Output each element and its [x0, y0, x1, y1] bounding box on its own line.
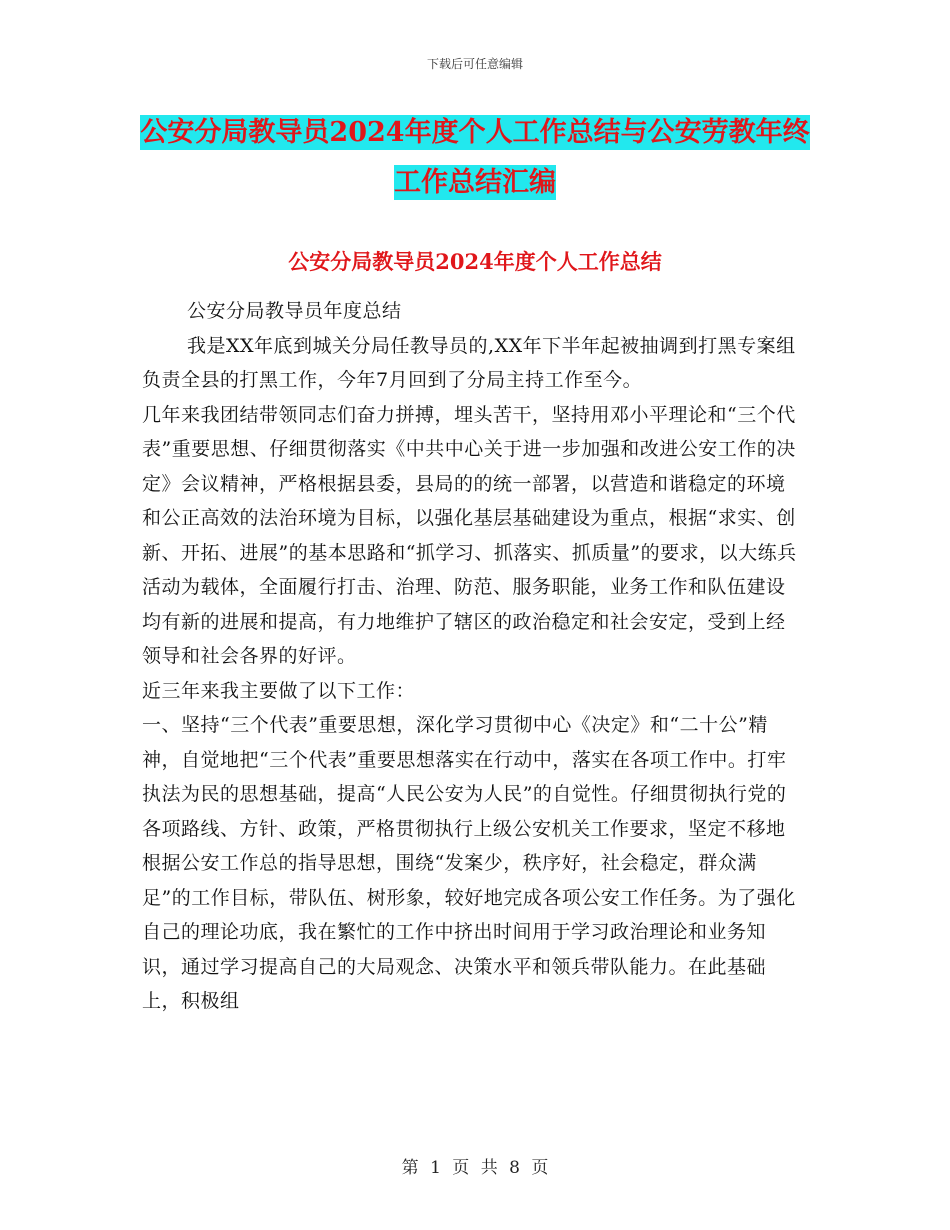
document-title — [140, 108, 810, 208]
paragraph: 几年来我团结带领同志们奋力拼搏，埋头苦干，坚持用邓小平理论和“三个代表”重要思想、仔细贯彻落实《中共中心关于进一步加强和改进公安工作的决定》会议精神，严格根据县委，县局的的统一部署，以营造和谐稳定的环境和公正高效的法治环境为目标，以强化基层基础建设为重点，根据“求实、创新、开拓、进展”的基本思路和“抓学习、抓落实、抓质量”的要求，以大练兵活动为载体，全面履行打击、治理、防范、服务职能，业务工作和队伍建设均有新的进展和提高，有力地维护了辖区的政治稳定和社会安定，受到上经领导和社会各界的好评。 — [142, 403, 797, 667]
body-text — [142, 294, 802, 1019]
paragraph: 一、坚持“三个代表”重要思想，深化学习贯彻中心《决定》和“二十公”精神，自觉地把“三个代表”重要思想落实在行动中，落实在各项工作中。打牢执法为民的思想基础，提高“人民公安为人民”的自觉性。仔细贯彻执行党的各项路线、方针、政策，严格贯彻执行上级公安机关工作要求，坚定不移地根据公安工作总的指导思想，围绕“发案少，秩序好，社会稳定，群众满足”的工作目标，带队伍、树形象，较好地完成各项公安工作任务。为了强化自己的理论功底，我在繁忙的工作中挤出时间用于学习政治理论和业务知识，通过学习提高自己的大局观念、决策水平和领兵带队能力。在此基础上，积极组 — [142, 714, 796, 1012]
section-title: 公安分局教导员2024年度个人工作总结 — [288, 249, 662, 274]
page-footer: 第 1 页 共 8 页 — [401, 1158, 549, 1178]
header-note: 下载后可任意编辑 — [426, 57, 523, 71]
document-title-text: 公安分局教导员2024年度个人工作总结与公安劳教年终工作总结汇编 — [140, 117, 810, 198]
paragraph: 近三年来我主要做了以下工作： — [142, 679, 416, 702]
paragraph: 我是XX年底到城关分局任教导员的,XX年下半年起被抽调到打黑专案组负责全县的打黑工作，今年7月回到了分局主持工作至今。 — [142, 334, 796, 391]
paragraph: 公安分局教导员年度总结 — [187, 300, 402, 322]
